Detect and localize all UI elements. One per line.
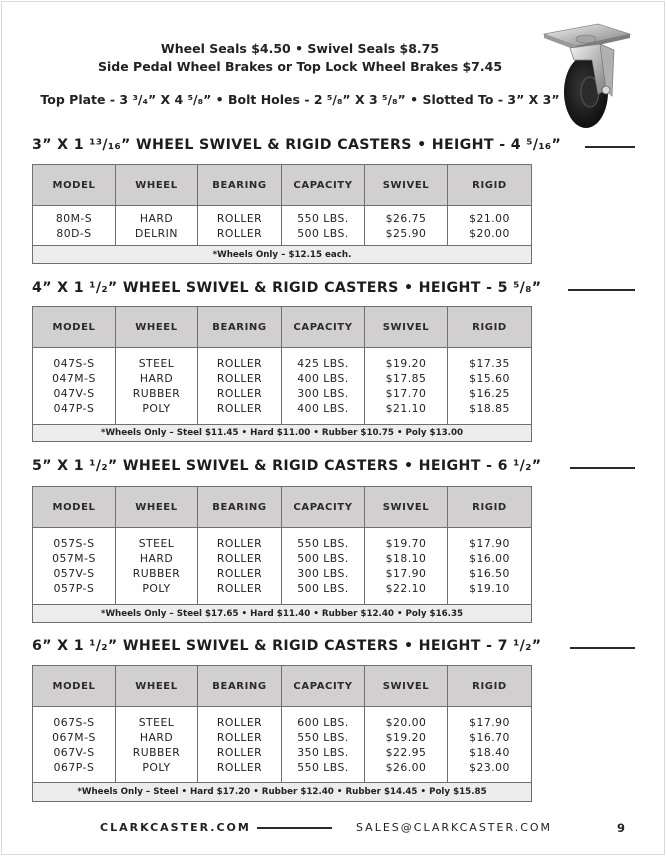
table-body-row <box>33 707 532 783</box>
column-header-model: MODEL <box>33 307 116 348</box>
capacity-value: 550 LBS. <box>297 730 349 744</box>
price-table <box>32 306 532 442</box>
column-header-wheel: WHEEL <box>116 487 198 528</box>
swivel-value: $20.00 <box>385 715 427 729</box>
bearing-value: ROLLER <box>216 745 263 759</box>
price-table <box>32 164 532 264</box>
wheel-value: STEEL <box>138 357 175 370</box>
table-header-row <box>33 666 532 707</box>
footer-website: CLARKCASTER.COM <box>100 821 251 834</box>
column-header-rigid: RIGID <box>448 487 532 528</box>
bearing-value: ROLLER <box>216 552 263 565</box>
column-cell-capacity <box>282 206 365 246</box>
wheel-value: RUBBER <box>132 567 181 580</box>
model-value: 047M-S <box>52 372 96 385</box>
swivel-value: $26.75 <box>385 211 427 225</box>
bearing-value: ROLLER <box>216 387 263 400</box>
column-header-capacity: CAPACITY <box>282 307 365 348</box>
swivel-value: $25.90 <box>385 226 427 240</box>
swivel-value: $22.10 <box>385 582 427 595</box>
capacity-value: 300 LBS. <box>297 567 349 580</box>
model-value: 057V-S <box>53 567 95 580</box>
model-value: 80M-S <box>55 211 93 225</box>
rigid-value: $15.60 <box>469 372 510 385</box>
rigid-value: $18.85 <box>469 402 510 415</box>
wheel-value: STEEL <box>138 715 175 729</box>
rigid-value: $19.10 <box>469 582 510 595</box>
price-table <box>32 486 532 623</box>
column-cell-capacity <box>282 348 365 425</box>
column-cell-swivel <box>365 206 448 246</box>
column-header-wheel: WHEEL <box>116 165 198 206</box>
section-title-rule <box>585 146 635 148</box>
column-cell-bearing <box>198 206 282 246</box>
model-value: 047S-S <box>53 357 95 370</box>
model-value: 80D-S <box>56 226 92 240</box>
bearing-value: ROLLER <box>216 357 263 370</box>
column-header-bearing: BEARING <box>198 487 282 528</box>
page-number: 9 <box>617 821 626 835</box>
model-value: 067P-S <box>53 760 95 774</box>
section-title: 3” X 1 ¹³/₁₆” WHEEL SWIVEL & RIGID CASTERS • HEIGHT - 4 ⁵/₁₆” <box>32 137 562 153</box>
swivel-value: $19.20 <box>385 730 427 744</box>
capacity-value: 400 LBS. <box>297 402 349 415</box>
capacity-value: 550 LBS. <box>297 211 349 225</box>
section-title-rule <box>570 647 635 649</box>
column-cell-rigid <box>448 707 532 783</box>
column-header-swivel: SWIVEL <box>365 487 448 528</box>
model-value: 067M-S <box>52 730 96 744</box>
capacity-value: 550 LBS. <box>297 760 349 774</box>
capacity-value: 550 LBS. <box>297 537 349 550</box>
bearing-value: ROLLER <box>216 760 263 774</box>
column-header-bearing: BEARING <box>198 666 282 707</box>
column-header-model: MODEL <box>33 666 116 707</box>
section-title: 5” X 1 ¹/₂” WHEEL SWIVEL & RIGID CASTERS • HEIGHT - 6 ¹/₂” <box>32 458 542 474</box>
column-header-wheel: WHEEL <box>116 666 198 707</box>
seals-price-line: Wheel Seals $4.50 • Swivel Seals $8.75 <box>160 41 440 56</box>
model-value: 057M-S <box>52 552 96 565</box>
column-cell-bearing <box>198 348 282 425</box>
rigid-value: $16.70 <box>469 730 510 744</box>
table-body-row <box>33 206 532 246</box>
section-title: 6” X 1 ¹/₂” WHEEL SWIVEL & RIGID CASTERS • HEIGHT - 7 ¹/₂” <box>32 638 542 654</box>
bearing-value: ROLLER <box>216 402 263 415</box>
table-header-row <box>33 487 532 528</box>
column-header-swivel: SWIVEL <box>365 165 448 206</box>
wheel-value: DELRIN <box>135 226 178 240</box>
column-cell-wheel <box>116 206 198 246</box>
column-cell-wheel <box>116 528 198 605</box>
wheel-value: POLY <box>142 402 171 415</box>
capacity-value: 500 LBS. <box>297 582 349 595</box>
wheel-value: HARD <box>139 730 174 744</box>
column-cell-wheel <box>116 348 198 425</box>
column-header-rigid: RIGID <box>448 666 532 707</box>
table-header-row <box>33 307 532 348</box>
rigid-value: $16.50 <box>469 567 510 580</box>
model-value: 047P-S <box>53 402 95 415</box>
column-header-rigid: RIGID <box>448 165 532 206</box>
swivel-value: $17.85 <box>385 372 427 385</box>
model-value: 047V-S <box>53 387 95 400</box>
bearing-value: ROLLER <box>216 537 263 550</box>
rigid-value: $18.40 <box>469 745 510 759</box>
bearing-value: ROLLER <box>216 715 263 729</box>
rigid-value: $17.35 <box>469 357 510 370</box>
swivel-value: $19.20 <box>385 357 427 370</box>
footer-divider <box>257 827 332 829</box>
capacity-value: 600 LBS. <box>297 715 349 729</box>
column-header-bearing: BEARING <box>198 307 282 348</box>
column-cell-bearing <box>198 707 282 783</box>
wheel-value: POLY <box>142 760 171 774</box>
rigid-value: $17.90 <box>469 537 510 550</box>
bearing-value: ROLLER <box>216 372 263 385</box>
column-header-wheel: WHEEL <box>116 307 198 348</box>
model-value: 067V-S <box>53 745 95 759</box>
wheel-value: STEEL <box>138 537 175 550</box>
wheels-only-note: *Wheels Only – Steel • Hard $17.20 • Rubber $12.40 • Rubber $14.45 • Poly $15.85 <box>33 783 532 802</box>
table-body-row <box>33 348 532 425</box>
bearing-value: ROLLER <box>216 567 263 580</box>
bearing-value: ROLLER <box>216 211 263 225</box>
column-header-swivel: SWIVEL <box>365 307 448 348</box>
column-header-model: MODEL <box>33 487 116 528</box>
swivel-value: $18.10 <box>385 552 427 565</box>
table-note-row <box>33 246 532 264</box>
column-header-capacity: CAPACITY <box>282 666 365 707</box>
column-cell-rigid <box>448 206 532 246</box>
column-header-capacity: CAPACITY <box>282 165 365 206</box>
column-cell-model <box>33 707 116 783</box>
column-cell-wheel <box>116 707 198 783</box>
rigid-value: $16.00 <box>469 552 510 565</box>
section-title-rule <box>570 467 635 469</box>
swivel-value: $26.00 <box>385 760 427 774</box>
column-cell-bearing <box>198 528 282 605</box>
wheel-value: HARD <box>139 552 174 565</box>
wheels-only-note: *Wheels Only – $12.15 each. <box>33 246 532 264</box>
column-header-capacity: CAPACITY <box>282 487 365 528</box>
rigid-value: $20.00 <box>469 226 510 240</box>
wheels-only-note: *Wheels Only – Steel $11.45 • Hard $11.00 • Rubber $10.75 • Poly $13.00 <box>33 425 532 442</box>
swivel-value: $19.70 <box>385 537 427 550</box>
top-plate-spec-line: Top Plate - 3 ³/₄” X 4 ⁵/₈” • Bolt Holes - 2 ⁵/₈” X 3 ⁵/₈” • Slotted To - 3” X 3” <box>40 92 560 107</box>
bearing-value: ROLLER <box>216 730 263 744</box>
price-table <box>32 665 532 802</box>
capacity-value: 350 LBS. <box>297 745 349 759</box>
swivel-value: $17.70 <box>385 387 427 400</box>
footer-email: SALES@CLARKCASTER.COM <box>356 821 553 834</box>
swivel-value: $17.90 <box>385 567 427 580</box>
wheel-value: POLY <box>142 582 171 595</box>
column-cell-rigid <box>448 528 532 605</box>
rigid-value: $21.00 <box>469 211 510 225</box>
wheel-value: RUBBER <box>132 745 181 759</box>
column-header-bearing: BEARING <box>198 165 282 206</box>
model-value: 057P-S <box>53 582 95 595</box>
column-cell-swivel <box>365 528 448 605</box>
brakes-price-line: Side Pedal Wheel Brakes or Top Lock Wheel Brakes $7.45 <box>97 59 503 74</box>
column-header-model: MODEL <box>33 165 116 206</box>
capacity-value: 300 LBS. <box>297 387 349 400</box>
table-note-row <box>33 425 532 442</box>
column-cell-swivel <box>365 707 448 783</box>
wheel-value: HARD <box>139 211 174 225</box>
column-cell-model <box>33 528 116 605</box>
swivel-value: $21.10 <box>385 402 427 415</box>
capacity-value: 400 LBS. <box>297 372 349 385</box>
wheel-value: HARD <box>139 372 174 385</box>
column-cell-rigid <box>448 348 532 425</box>
bearing-value: ROLLER <box>216 226 263 240</box>
column-cell-swivel <box>365 348 448 425</box>
column-header-swivel: SWIVEL <box>365 666 448 707</box>
section-title-rule <box>568 289 635 291</box>
column-cell-capacity <box>282 707 365 783</box>
swivel-value: $22.95 <box>385 745 427 759</box>
wheel-value: RUBBER <box>132 387 181 400</box>
bearing-value: ROLLER <box>216 582 263 595</box>
table-note-row <box>33 783 532 802</box>
rigid-value: $16.25 <box>469 387 510 400</box>
wheels-only-note: *Wheels Only – Steel $17.65 • Hard $11.40 • Rubber $12.40 • Poly $16.35 <box>33 605 532 623</box>
rigid-value: $23.00 <box>469 760 510 774</box>
column-cell-model <box>33 206 116 246</box>
swivel-caster-icon <box>540 20 632 132</box>
column-header-rigid: RIGID <box>448 307 532 348</box>
section-title: 4” X 1 ¹/₂” WHEEL SWIVEL & RIGID CASTERS • HEIGHT - 5 ⁵/₈” <box>32 280 542 296</box>
model-value: 057S-S <box>53 537 95 550</box>
table-header-row <box>33 165 532 206</box>
rigid-value: $17.90 <box>469 715 510 729</box>
table-note-row <box>33 605 532 623</box>
capacity-value: 500 LBS. <box>297 226 349 240</box>
table-body-row <box>33 528 532 605</box>
column-cell-capacity <box>282 528 365 605</box>
capacity-value: 425 LBS. <box>297 357 349 370</box>
capacity-value: 500 LBS. <box>297 552 349 565</box>
model-value: 067S-S <box>53 715 95 729</box>
column-cell-model <box>33 348 116 425</box>
